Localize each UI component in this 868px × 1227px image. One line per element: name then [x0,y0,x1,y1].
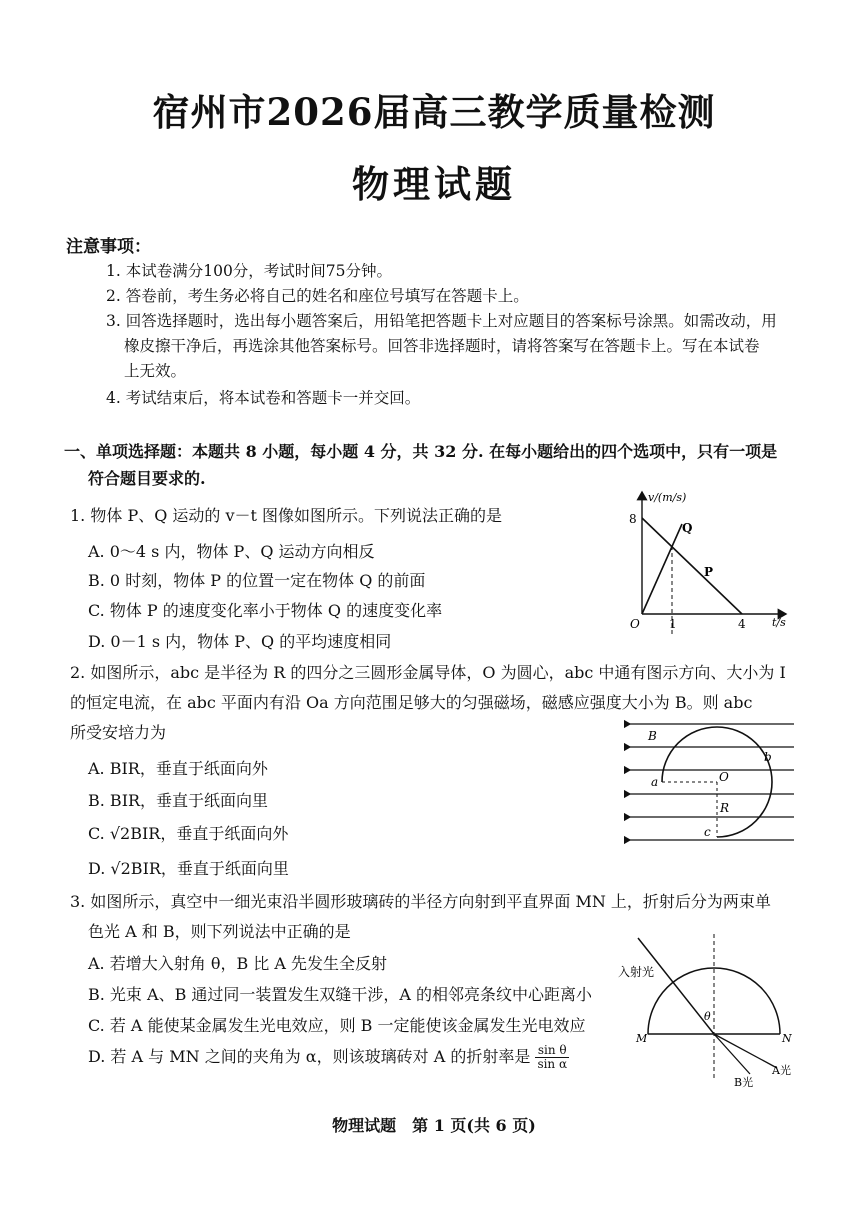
section-heading: 一、单项选择题：本题共 8 小题，每小题 4 分，共 32 分. 在每小题给出的四个选项中，只有一项是 [64,442,778,461]
q2-stem-line2: 的恒定电流，在 abc 平面内有沿 Oa 方向范围足够大的匀强磁场，磁感应强度大小为 B。则 abc [70,693,753,712]
note-item-4: 4. 考试结束后，将本试卷和答题卡一并交回。 [106,389,421,407]
q3-glass-brick-figure [612,928,802,1088]
q1-stem: 1. 物体 P、Q 运动的 v－t 图像如图所示。下列说法正确的是 [70,506,503,525]
q3-option-d [88,1044,569,1071]
q1-origin: O [630,617,640,631]
page-footer: 物理试题 第 1 页(共 6 页) [332,1116,536,1135]
q1-y-tick-8: 8 [629,512,637,526]
q2-label-b-field: B [648,729,657,743]
q3-label-m: M [636,1032,648,1045]
q2-option-a: A. BIR，垂直于纸面向外 [88,759,268,778]
q3-label-n: N [782,1032,792,1045]
q2-label-c: c [704,825,711,839]
q3-option-d-text: D. 若 A 与 MN 之间的夹角为 α，则该玻璃砖对 A 的折射率是 [88,1047,531,1066]
q2-label-o: O [719,770,729,784]
q3-stem-line1: 3. 如图所示，真空中一细光束沿半圆形玻璃砖的半径方向射到平直界面 MN 上，折射后分为两束单 [70,892,771,911]
exam-title: 宿州市2026届高三教学质量检测 [152,90,716,134]
q1-y-label: v/(m/s) [648,491,687,504]
q2-magnetic-field-figure [624,716,800,848]
q2-label-a: a [651,775,659,789]
q1-vt-graph [610,486,800,636]
q2-stem-line1: 2. 如图所示，abc 是半径为 R 的四分之三圆形金属导体，O 为圆心，abc 中通有图示方向、大小为 I [70,663,786,682]
q3-beam-b [714,1034,750,1074]
exam-subtitle: 物理试题 [352,162,516,206]
note-item-3-cont2: 上无效。 [124,362,187,380]
q3-option-c: C. 若 A 能使某金属发生光电效应，则 B 一定能使该金属发生光电效应 [88,1016,586,1035]
q2-option-b: B. BIR，垂直于纸面向里 [88,791,269,810]
q1-option-b: B. 0 时刻，物体 P 的位置一定在物体 Q 的前面 [88,571,426,590]
q3-option-d-fraction [535,1044,569,1071]
q3-beam-a [714,1034,777,1068]
q3-fraction-denominator: sin α [537,1057,568,1071]
note-item-3-cont: 橡皮擦干净后，再选涂其他答案标号。回答非选择题时，请将答案写在答题卡上。写在本试卷 [124,337,760,355]
q3-incident-label: 入射光 [618,965,655,979]
q3-theta-label: θ [704,1010,711,1023]
q1-option-d: D. 0－1 s 内，物体 P、Q 的平均速度相同 [88,632,392,651]
q1-label-p: P [704,565,714,579]
q3-beam-b-label: B光 [734,1076,754,1088]
q3-option-b: B. 光束 A、B 通过同一装置发生双缝干涉，A 的相邻亮条纹中心距离小 [88,985,593,1004]
q2-label-r: R [720,801,730,815]
section-heading-cont: 符合题目要求的. [88,469,206,488]
q1-option-a: A. 0～4 s 内，物体 P、Q 运动方向相反 [88,542,375,561]
q1-label-q: Q [682,521,693,535]
q3-stem-line2: 色光 A 和 B，则下列说法中正确的是 [88,922,351,941]
note-item-2: 2. 答卷前，考生务必将自己的姓名和座位号填写在答题卡上。 [106,287,529,305]
notes-heading: 注意事项： [66,237,151,257]
q1-x-tick-4: 4 [738,617,746,631]
note-item-3: 3. 回答选择题时，选出每小题答案后，用铅笔把答题卡上对应题目的答案标号涂黑。如需改动，用 [106,312,777,330]
q3-beam-a-label: A光 [772,1064,791,1077]
q2-label-b-point: b [764,750,772,764]
q1-option-c: C. 物体 P 的速度变化率小于物体 Q 的速度变化率 [88,601,443,620]
q1-x-tick-1: 1 [669,617,677,631]
q3-fraction-numerator: sin θ [535,1044,569,1058]
q2-stem-line3: 所受安培力为 [70,723,167,742]
q2-option-d: D. √2BIR，垂直于纸面向里 [88,859,289,878]
q2-option-c: C. √2BIR，垂直于纸面向外 [88,824,289,843]
q3-option-a: A. 若增大入射角 θ，B 比 A 先发生全反射 [88,954,388,973]
q1-x-label: t/s [772,616,786,629]
note-item-1: 1. 本试卷满分100分，考试时间75分钟。 [106,262,393,280]
